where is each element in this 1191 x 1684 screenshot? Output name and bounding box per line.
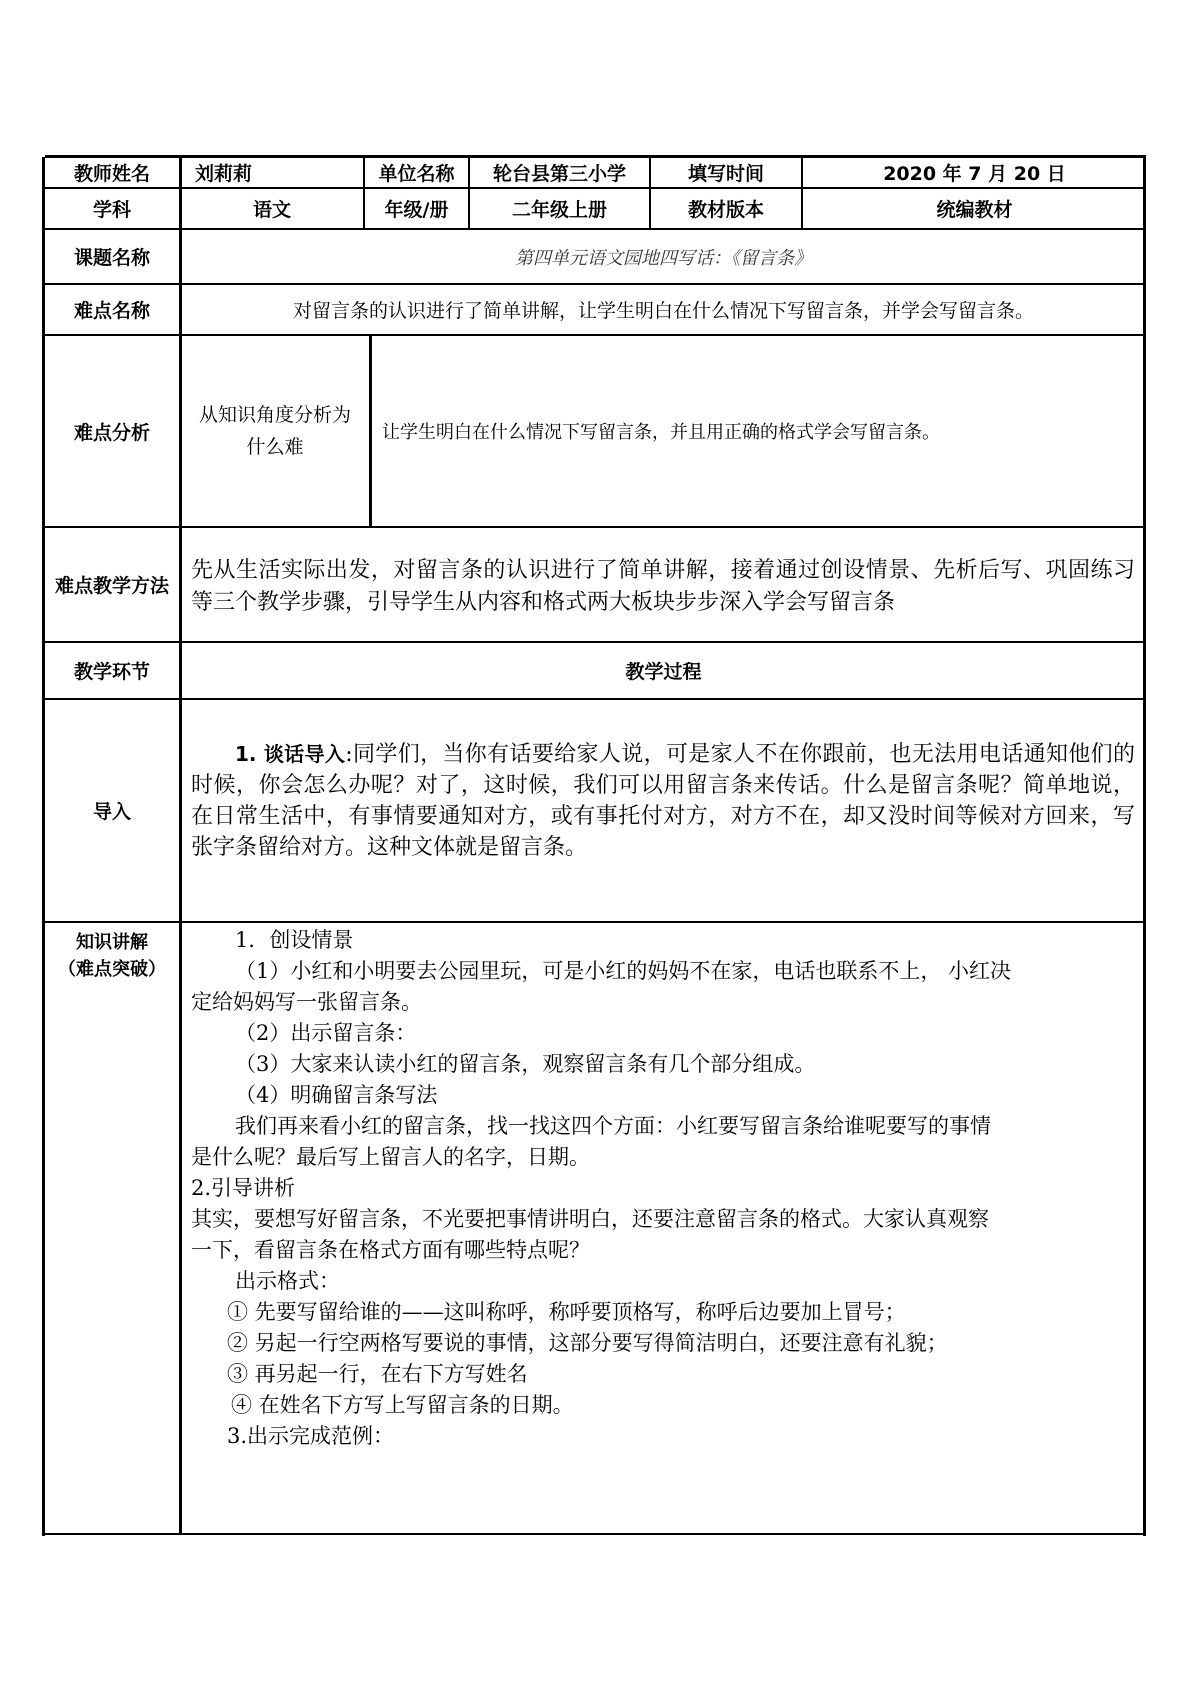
knowledge-line: 一下，看留言条在格式方面有哪些特点呢？: [191, 1238, 590, 1262]
knowledge-line: （2）出示留言条：: [235, 1021, 417, 1045]
knowledge-text: [191, 925, 1135, 1452]
knowledge-line: ② 另起一行空两格写要说的事情，这部分要写得简洁明白，还要注意有礼貌；: [227, 1331, 948, 1355]
teacher-name-value: 刘莉莉: [195, 162, 253, 185]
knowledge-line: ④ 在姓名下方写上写留言条的日期。: [231, 1393, 574, 1417]
knowledge-line: 1．创设情景: [235, 928, 354, 952]
analysis-label: 难点分析: [73, 421, 150, 444]
edition-value: 统编教材: [936, 199, 1013, 221]
intro-text: [191, 739, 1135, 863]
intro-lead: 1. 谈话导入: [235, 742, 346, 766]
intro-body: :同学们，当你有话要给家人说，可是家人不在你跟前，也无法用电话通知他们的时候，你会怎么办呢？对了，这时候，我们可以用留言条来传话。什么是留言条呢？简单地说，在日常生活中，有事情要通知对方，或有事托付对方，对方不在，却又没时间等候对方回来，写张字条留给对方。这种文体就是留言条。: [191, 742, 1135, 860]
lesson-plan-table: [42, 157, 1146, 1536]
method-label: 难点教学方法: [54, 575, 169, 597]
grade-label: 年级/册: [384, 199, 449, 221]
table-bottom-border: [45, 1533, 1146, 1535]
subject-label: 学科: [92, 199, 131, 221]
row-divider: [45, 698, 1146, 700]
teacher-name-label: 教师姓名: [73, 162, 150, 185]
knowledge-line: 其实，要想写好留言条，不光要把事情讲明白，还要注意留言条的格式。大家认真观察: [191, 1207, 989, 1231]
unit-name-value: 轮台县第三小学: [492, 162, 626, 185]
knowledge-line: 出示格式：: [235, 1269, 340, 1293]
knowledge-line: 3.出示完成范例：: [227, 1424, 395, 1448]
fill-date-label: 填写时间: [687, 162, 764, 185]
difficulty-label: 难点名称: [73, 300, 150, 322]
analysis-sub-label: 从知识角度分析为什么难: [198, 404, 351, 458]
difficulty-value: 对留言条的认识进行了简单讲解，让学生明白在什么情况下写留言条，并学会写留言条。: [292, 300, 1034, 322]
process-header: 教学过程: [625, 661, 702, 683]
knowledge-line: 2.引导讲析: [191, 1176, 296, 1200]
knowledge-line: 我们再来看小红的留言条，找一找这四个方面：小红要写留言条给谁呢要写的事情: [235, 1114, 991, 1138]
fill-date-value: 2020 年 7 月 20 日: [883, 162, 1066, 185]
knowledge-line: ① 先要写留给谁的——这叫称呼，称呼要顶格写，称呼后边要加上冒号；: [227, 1300, 906, 1324]
stage-header: 教学环节: [73, 661, 150, 683]
topic-value: 第四单元语文园地四写话：《留言条》: [515, 247, 812, 269]
knowledge-line: （4）明确留言条写法: [235, 1083, 438, 1107]
analysis-value: 让学生明白在什么情况下写留言条，并且用正确的格式学会写留言条。: [382, 422, 940, 443]
method-value: 先从生活实际出发，对留言条的认识进行了简单讲解，接着通过创设情景、先析后写、巩固练习等三个教学步骤，引导学生从内容和格式两大板块步步深入学会写留言条: [191, 558, 1135, 615]
grade-value: 二年级上册: [511, 199, 607, 221]
knowledge-label-line2: （难点突破）: [58, 959, 166, 980]
intro-label: 导入: [92, 801, 131, 823]
knowledge-line: （3）大家来认读小红的留言条，观察留言条有几个部分组成。: [235, 1052, 816, 1076]
knowledge-line: 是什么呢？最后写上留言人的名字，日期。: [191, 1145, 590, 1169]
knowledge-label: [45, 929, 179, 983]
knowledge-label-line1: 知识讲解: [76, 932, 148, 953]
knowledge-line: 定给妈妈写一张留言条。: [191, 990, 422, 1014]
knowledge-line: （1）小红和小明要去公园里玩，可是小红的妈妈不在家，电话也联系不上， 小红决: [235, 959, 1012, 983]
knowledge-line: ③ 再另起一行，在右下方写姓名: [227, 1362, 528, 1386]
unit-name-label: 单位名称: [378, 162, 455, 185]
subject-value: 语文: [252, 199, 291, 221]
row-divider: [45, 526, 1146, 528]
edition-label: 教材版本: [687, 199, 764, 221]
row-divider: [45, 921, 1146, 923]
topic-label: 课题名称: [73, 247, 150, 269]
